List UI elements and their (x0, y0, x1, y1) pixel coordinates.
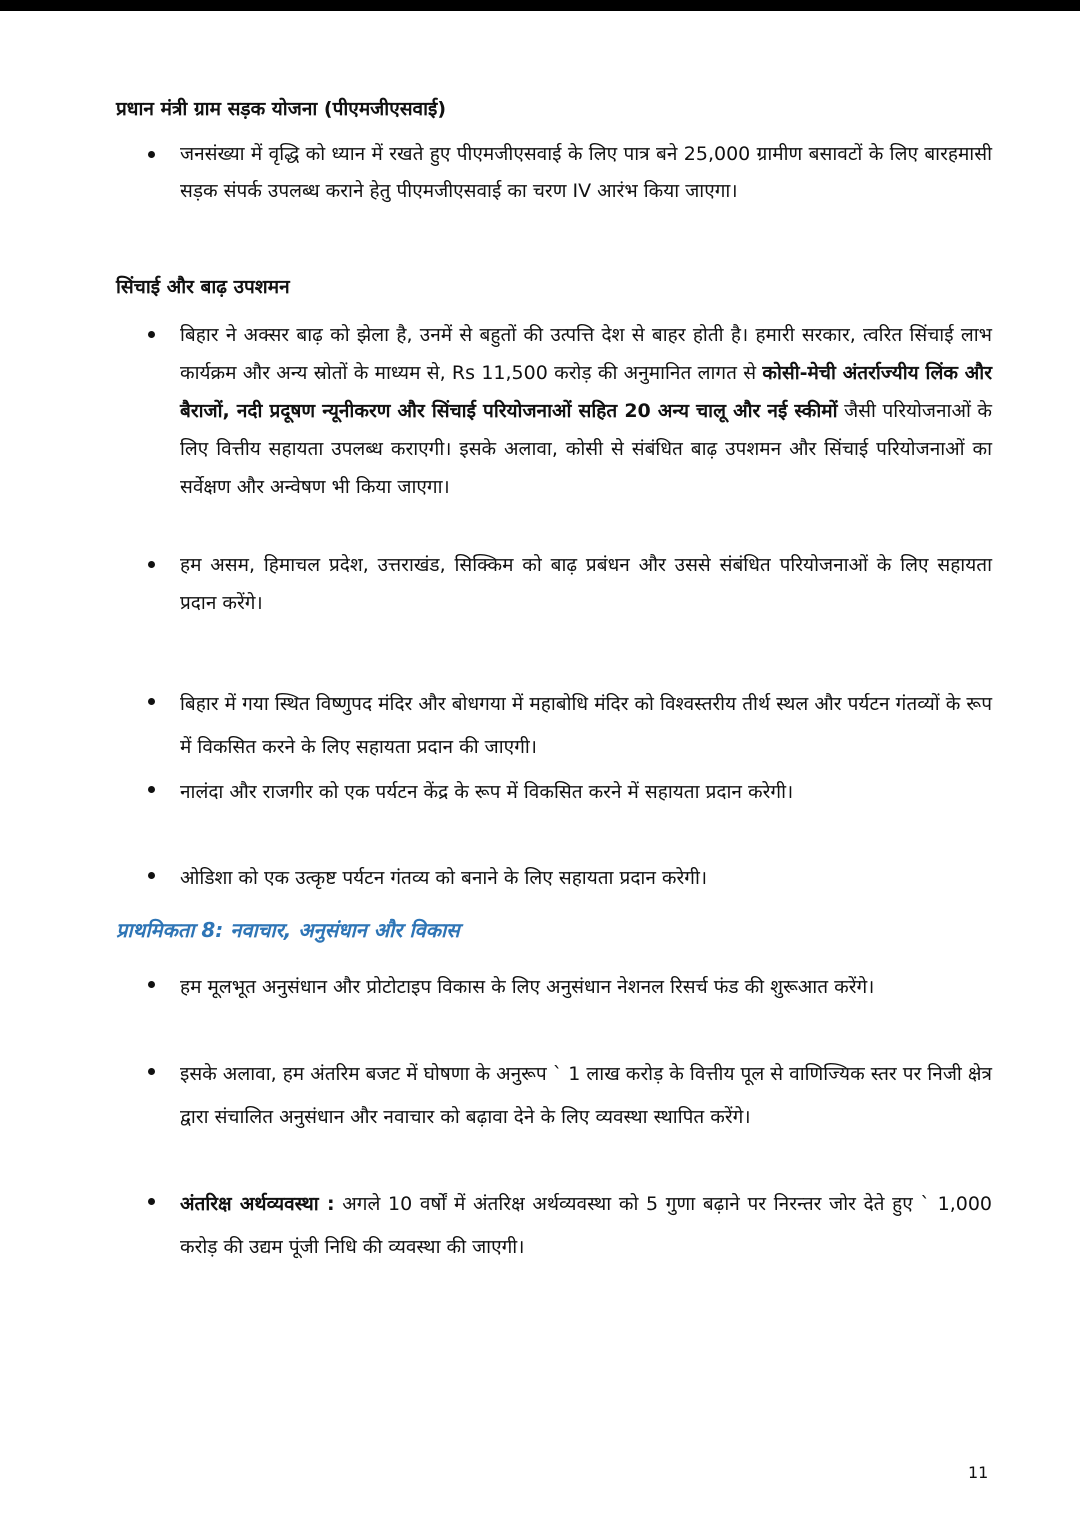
heading-irrigation-flood: सिंचाई और बाढ़ उपशमन (116, 276, 290, 298)
bullet-icon (148, 698, 155, 705)
item-text: हम मूलभूत अनुसंधान और प्रोटोटाइप विकास के लिए अनुसंधान नेशनल रिसर्च फंड की शुरूआत करेंगे। (180, 976, 875, 998)
list-item (140, 546, 992, 622)
bullet-icon (148, 151, 155, 158)
heading-pmgsy: प्रधान मंत्री ग्राम सड़क योजना (पीएमजीएसवाई) (116, 98, 447, 120)
item-text: इसके अलावा, हम अंतरिम बजट में घोषणा के अनुरूप ` 1 लाख करोड़ के वित्तीय पूल से वाणिज्यिक स्तर पर निजी क्षेत्र द्वारा संचालित अनुसंधान और नवाचार को बढ़ावा देने के लिए व्यवस्था स्थापित करेंगे। (180, 1063, 992, 1128)
list-item (140, 683, 992, 769)
item-text: बिहार में गया स्थित विष्णुपद मंदिर और बोधगया में महाबोधि मंदिर को विश्वस्तरीय तीर्थ स्थल और पर्यटन गंतव्यों के रूप में विकसित करने के लिए सहायता प्रदान की जाएगी। (180, 693, 992, 758)
item-text (180, 316, 992, 506)
item-text: नालंदा और राजगीर को एक पर्यटन केंद्र के रूप में विकसित करने में सहायता प्रदान करेगी। (180, 781, 794, 803)
bullet-icon (148, 981, 155, 988)
list-item (140, 316, 992, 506)
item-text-part: अगले 10 वर्षों में अंतरिक्ष अर्थव्यवस्था को 5 गुणा बढ़ाने पर निरन्तर जोर देते हुए ` 1,000 करोड़ की उद्यम पूंजी निधि की व्यवस्था की जाएगी। (180, 1193, 992, 1258)
bullet-icon (148, 872, 155, 879)
bullet-icon (148, 786, 155, 793)
list-item (140, 771, 992, 814)
list-item (140, 136, 992, 210)
list-item (140, 966, 992, 1009)
item-text: ओडिशा को एक उत्कृष्ट पर्यटन गंतव्य को बनाने के लिए सहायता प्रदान करेगी। (180, 867, 708, 889)
list-item (140, 1053, 992, 1139)
bullet-icon (148, 561, 155, 568)
bullet-icon (148, 331, 155, 338)
item-text-bold: कोसी-मेची अंतर्राज्यीय लिंक और बैराजों, नदी प्रदूषण न्यूनीकरण और सिंचाई परियोजनाओं सहित 20 अन्य चालू और नई स्कीमों (180, 362, 992, 422)
item-text-part: जैसी परियोजनाओं के लिए वित्तीय सहायता उपलब्ध कराएगी। इसके अलावा, कोसी से संबंधित बाढ़ उपशमन और सिंचाई परियोजनाओं का सर्वेक्षण और अन्वेषण भी किया जाएगा। (180, 400, 993, 498)
page-number: 11 (968, 1463, 989, 1482)
list-item (140, 857, 992, 900)
item-text: जनसंख्या में वृद्धि को ध्यान में रखते हुए पीएमजीएसवाई के लिए पात्र बने 25,000 ग्रामीण बसावटों के लिए बारहमासी सड़क संपर्क उपलब्ध कराने हेतु पीएमजीएसवाई का चरण IV आरंभ किया जाएगा। (180, 143, 992, 202)
item-text: हम असम, हिमाचल प्रदेश, उत्तराखंड, सिक्किम को बाढ़ प्रबंधन और उससे संबंधित परियोजनाओं के लिए सहायता प्रदान करेंगे। (180, 554, 992, 614)
bullet-icon (148, 1068, 155, 1075)
item-text-part: बिहार ने अक्सर बाढ़ को झेला है, उनमें से बहुतों की उत्पत्ति देश से बाहर होती है। हमारी सरकार, त्वरित सिंचाई लाभ कार्यक्रम और अन्य स्रोतों के माध्यम से, Rs 11,500 करोड़ की अनुमानित लागत से (180, 324, 992, 384)
bullet-icon (148, 1198, 155, 1205)
list-item (140, 1183, 992, 1269)
heading-priority-8: प्राथमिकता 8: नवाचार, अनुसंधान और विकास (116, 918, 460, 942)
item-text (180, 1183, 992, 1269)
item-text-bold: अंतरिक्ष अर्थव्यवस्था : (180, 1193, 335, 1215)
